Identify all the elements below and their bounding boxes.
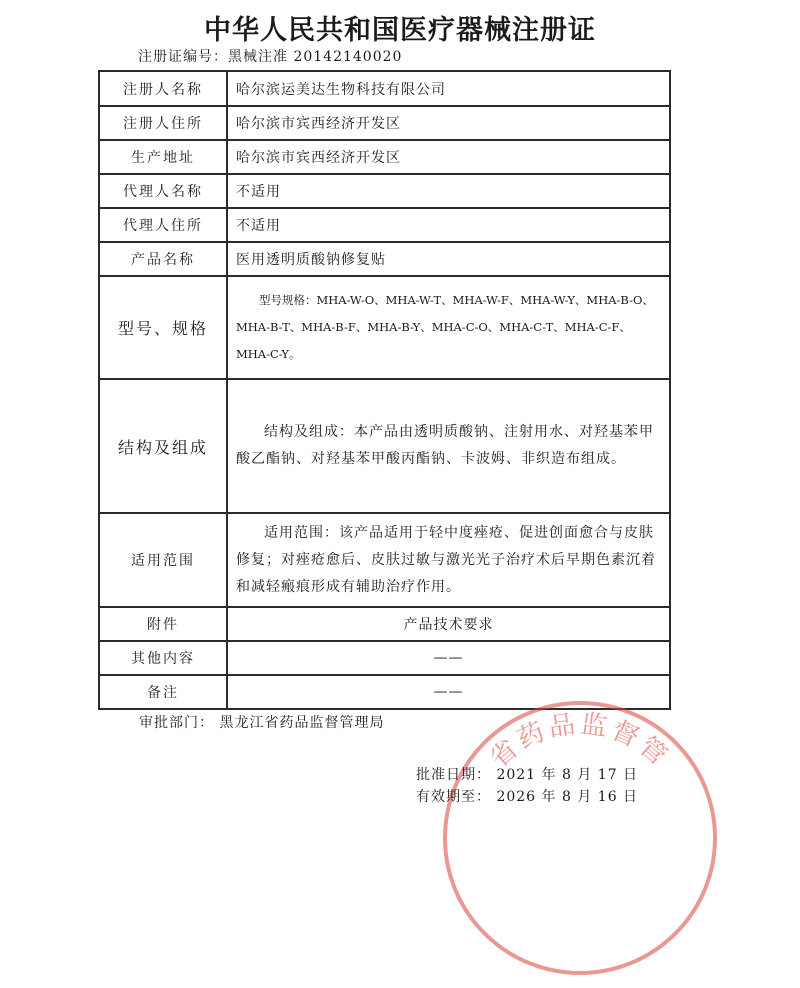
table-row bbox=[99, 607, 670, 641]
official-seal bbox=[430, 688, 730, 988]
row-value: 型号规格：MHA-W-O、MHA-W-T、MHA-W-F、MHA-W-Y、MHA-B-O、MHA-B-T、MHA-B-F、MHA-B-Y、MHA-C-O、MHA-C-T、MHA-C-F、MHA-C-Y。 bbox=[227, 276, 670, 379]
table-row bbox=[99, 174, 670, 208]
row-value: 适用范围：该产品适用于轻中度痤疮、促进创面愈合与皮肤修复；对痤疮愈后、皮肤过敏与激光光子治疗术后早期色素沉着和减轻瘢痕形成有辅助治疗作用。 bbox=[227, 513, 670, 607]
reviewing-department: 审批部门： 黑龙江省药品监督管理局 bbox=[139, 715, 385, 731]
row-value: 医用透明质酸钠修复贴 bbox=[227, 242, 670, 276]
table-row bbox=[99, 641, 670, 675]
certificate-title: 中华人民共和国医疗器械注册证 bbox=[204, 15, 596, 46]
row-label: 产品名称 bbox=[99, 242, 227, 276]
row-value: 不适用 bbox=[227, 174, 670, 208]
expiry-date: 有效期至： 2026 年 8 月 16 日 bbox=[416, 789, 639, 805]
row-value: 哈尔滨市宾西经济开发区 bbox=[227, 106, 670, 140]
row-value: 不适用 bbox=[227, 208, 670, 242]
certificate-table bbox=[98, 70, 671, 710]
row-label: 备注 bbox=[99, 675, 227, 709]
table-row bbox=[99, 106, 670, 140]
row-label: 型号、规格 bbox=[99, 276, 227, 379]
row-value: 哈尔滨运美达生物科技有限公司 bbox=[227, 71, 670, 106]
seal-text: 省药品监督管 bbox=[484, 709, 676, 774]
table-row bbox=[99, 242, 670, 276]
row-label: 附件 bbox=[99, 607, 227, 641]
registration-number: 注册证编号：黑械注准 20142140020 bbox=[138, 49, 403, 65]
row-label: 生产地址 bbox=[99, 140, 227, 174]
table-row bbox=[99, 675, 670, 709]
row-label: 代理人住所 bbox=[99, 208, 227, 242]
row-label: 其他内容 bbox=[99, 641, 227, 675]
row-label: 适用范围 bbox=[99, 513, 227, 607]
table-row bbox=[99, 513, 670, 607]
row-label: 注册人住所 bbox=[99, 106, 227, 140]
row-value: 结构及组成：本产品由透明质酸钠、注射用水、对羟基苯甲酸乙酯钠、对羟基苯甲酸丙酯钠、卡波姆、非织造布组成。 bbox=[227, 379, 670, 513]
table-row bbox=[99, 276, 670, 379]
row-label: 结构及组成 bbox=[99, 379, 227, 513]
approval-date: 批准日期： 2021 年 8 月 17 日 bbox=[416, 767, 639, 783]
row-label: 注册人名称 bbox=[99, 71, 227, 106]
row-value: 哈尔滨市宾西经济开发区 bbox=[227, 140, 670, 174]
table-row bbox=[99, 379, 670, 513]
row-value: 产品技术要求 bbox=[227, 607, 670, 641]
row-value: —— bbox=[227, 641, 670, 675]
row-value: —— bbox=[227, 675, 670, 709]
row-label: 代理人名称 bbox=[99, 174, 227, 208]
table-row bbox=[99, 208, 670, 242]
table-row bbox=[99, 71, 670, 106]
table-row bbox=[99, 140, 670, 174]
